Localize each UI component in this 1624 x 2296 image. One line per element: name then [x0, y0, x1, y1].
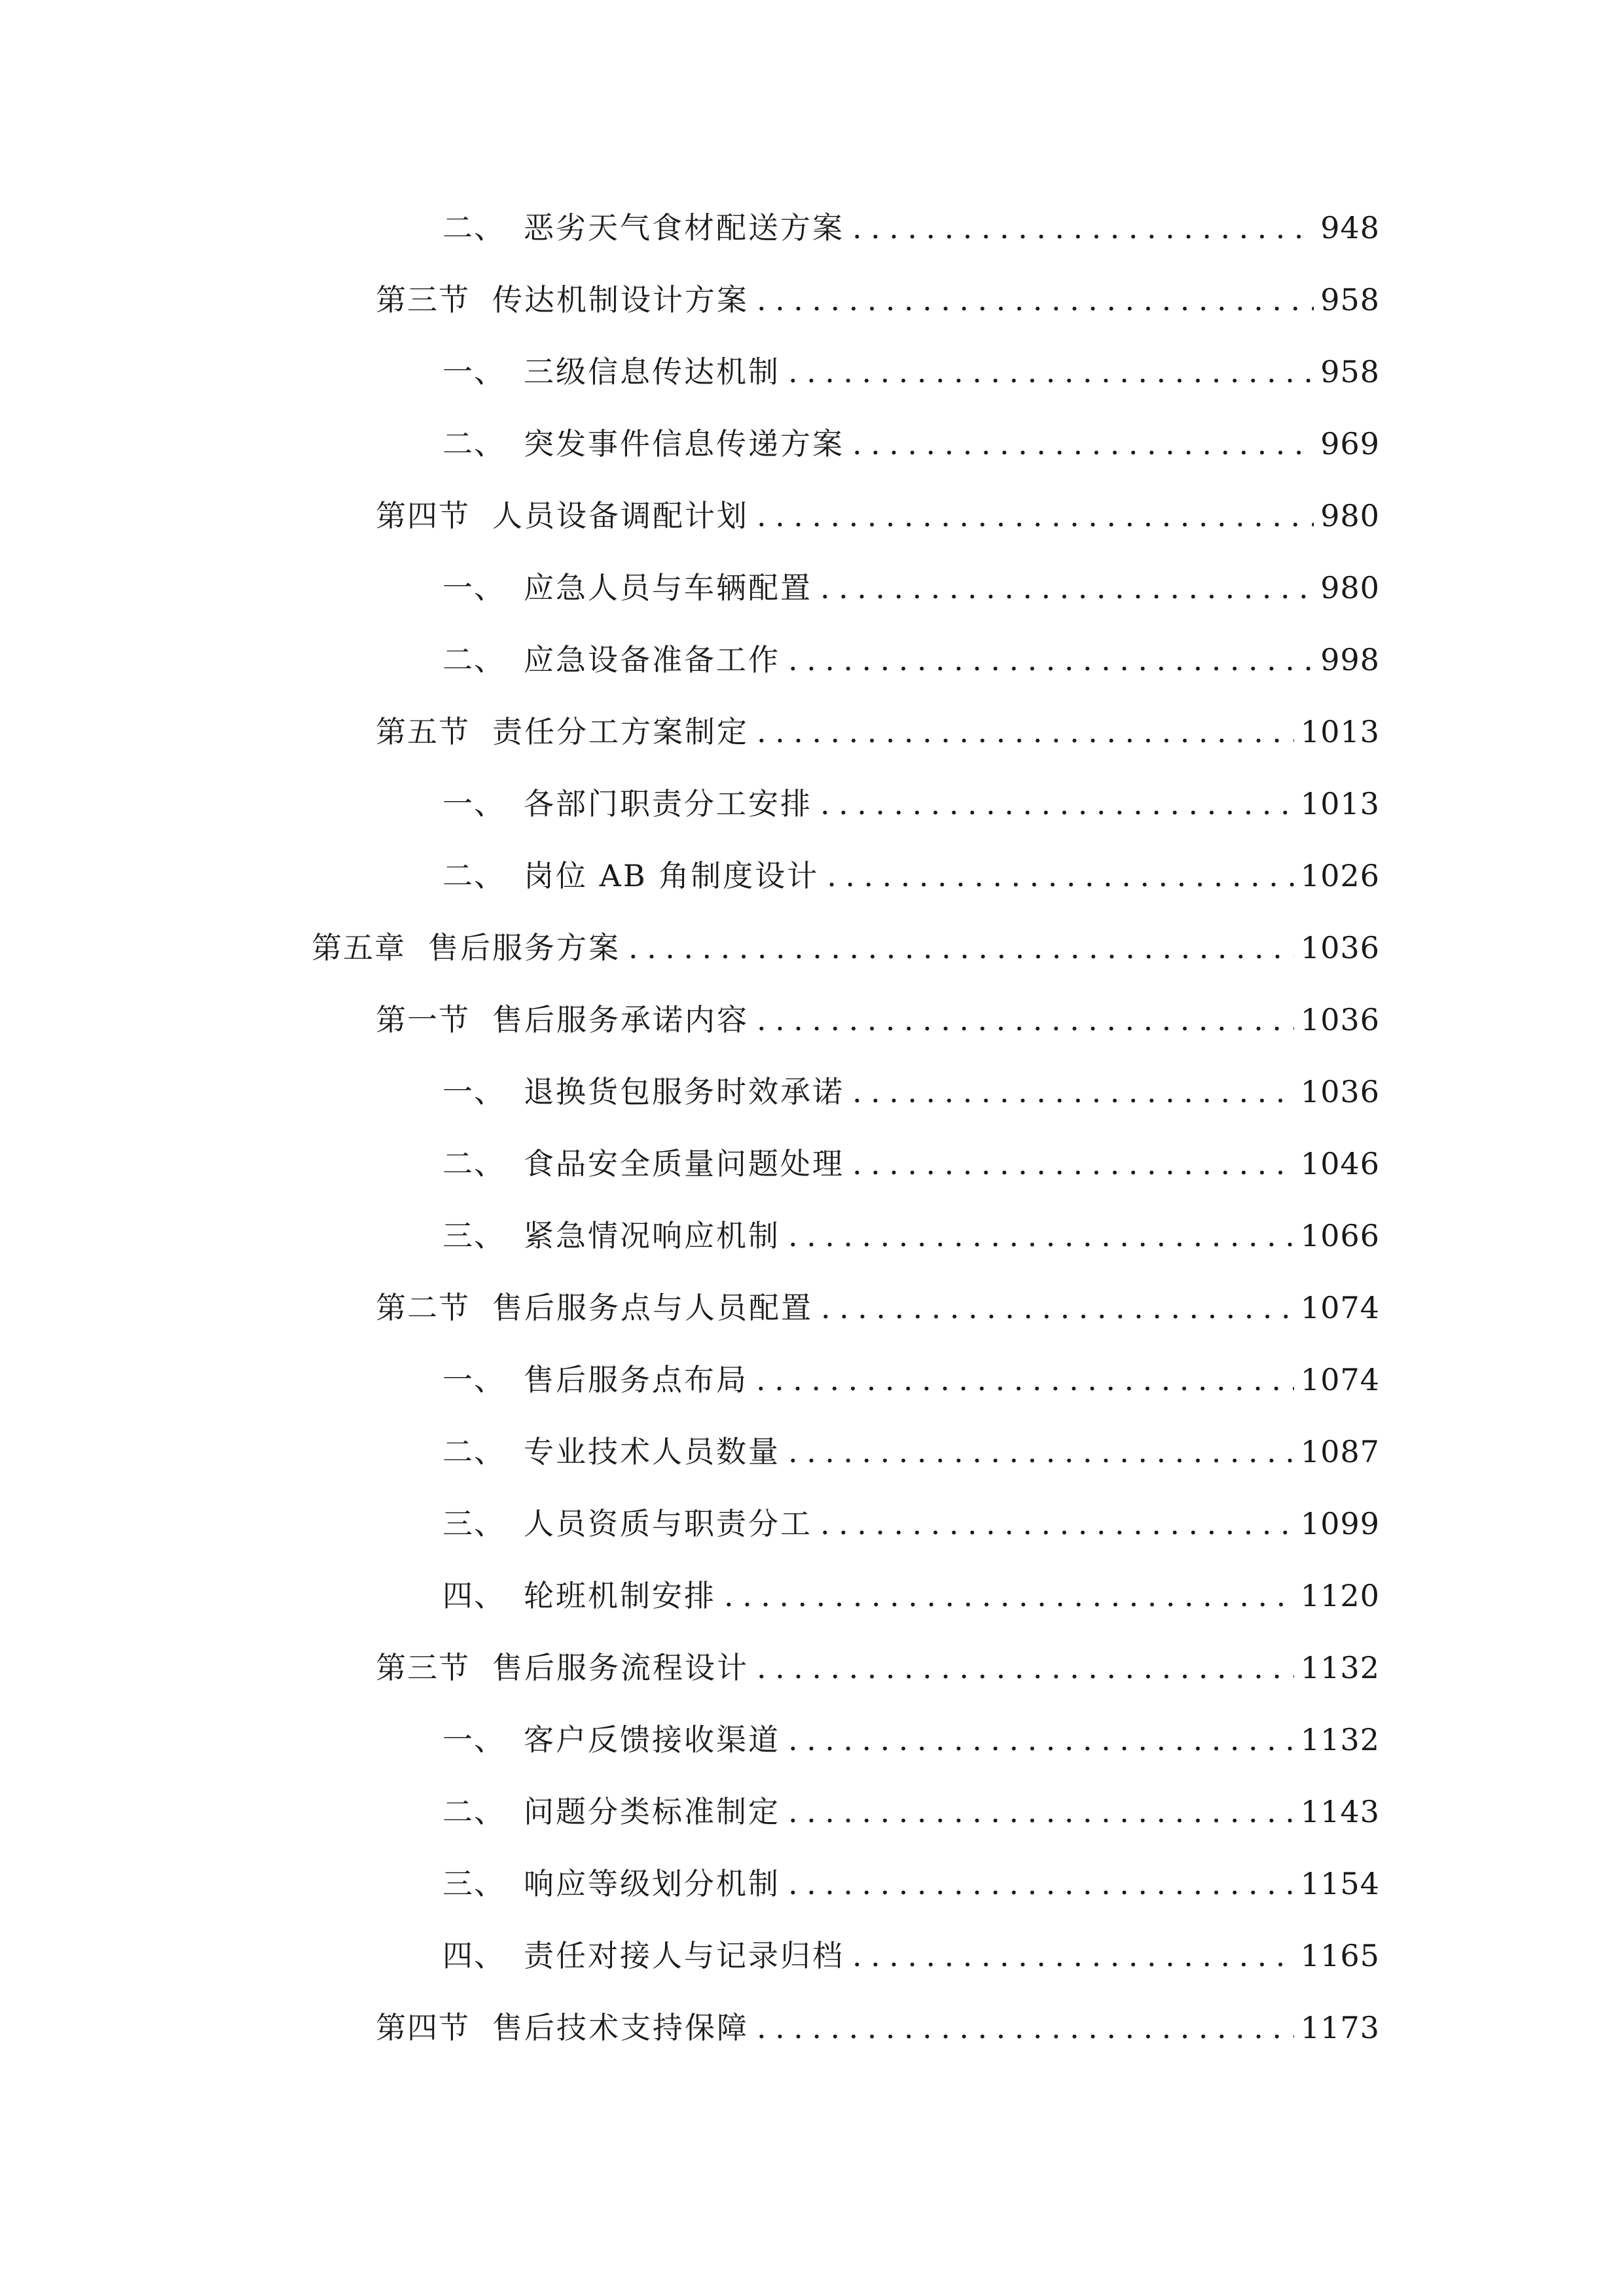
- toc-dot-leader: [757, 1641, 1294, 1694]
- toc-entry[interactable]: [442, 418, 1380, 470]
- toc-entry[interactable]: [376, 490, 1380, 542]
- toc-dot-leader: [788, 1713, 1294, 1766]
- toc-entry-page: 1074: [1300, 1290, 1380, 1325]
- toc-entry-number: 三、: [442, 1218, 505, 1253]
- toc-entry[interactable]: [442, 1426, 1380, 1478]
- toc-entry-title: 客户反馈接收渠道: [524, 1722, 780, 1757]
- toc-entry[interactable]: [376, 2001, 1380, 2054]
- toc-entry-title: 专业技术人员数量: [524, 1434, 780, 1469]
- toc-entry-page: 1013: [1300, 714, 1380, 749]
- toc-entry[interactable]: [442, 634, 1380, 686]
- toc-entry-number: 一、: [442, 1362, 505, 1397]
- toc-dot-leader: [852, 1138, 1294, 1190]
- toc-dot-leader: [788, 1210, 1294, 1262]
- toc-entry-page: 980: [1320, 570, 1380, 605]
- toc-entry-number: 二、: [442, 1794, 505, 1829]
- toc-entry[interactable]: [442, 346, 1380, 398]
- toc-entry-title: 人员资质与职责分工: [524, 1506, 812, 1541]
- toc-dot-leader: [788, 1426, 1294, 1478]
- toc-entry[interactable]: [442, 1138, 1380, 1190]
- toc-entry-title: 退换货包服务时效承诺: [524, 1074, 844, 1109]
- toc-entry-title: 责任对接人与记录归档: [524, 1938, 844, 1973]
- toc-entry-title: 售后服务点布局: [524, 1362, 748, 1397]
- toc-entry-title: 售后服务方案: [428, 930, 621, 965]
- toc-entry-page: 1026: [1300, 858, 1380, 893]
- toc-entry-number: 第三节: [376, 282, 470, 317]
- toc-entry-page: 1143: [1300, 1794, 1380, 1829]
- toc-dot-leader: [852, 418, 1314, 470]
- toc-dot-leader: [820, 778, 1294, 830]
- toc-entry-title: 食品安全质量问题处理: [524, 1146, 844, 1181]
- toc-entry[interactable]: [442, 1498, 1380, 1550]
- toc-entry-number: 第五章: [312, 930, 406, 965]
- toc-entry-page: 1036: [1300, 1002, 1380, 1037]
- toc-entry-number: 二、: [442, 210, 505, 245]
- toc-entry-number: 三、: [442, 1866, 505, 1901]
- toc-entry-number: 第二节: [376, 1290, 470, 1325]
- toc-entry-page: 958: [1320, 282, 1380, 317]
- toc-dot-leader: [821, 1282, 1294, 1334]
- toc-dot-leader: [756, 1354, 1294, 1406]
- toc-dot-leader: [788, 1785, 1294, 1838]
- toc-entry[interactable]: [312, 922, 1380, 974]
- toc-entry-number: 第五节: [376, 714, 470, 749]
- toc-entry-number: 一、: [442, 570, 505, 605]
- toc-dot-leader: [788, 346, 1314, 398]
- toc-entry-title: 岗位 AB 角制度设计: [524, 858, 820, 893]
- toc-entry-page: 1036: [1300, 1074, 1380, 1109]
- toc-entry[interactable]: [442, 562, 1380, 614]
- toc-dot-leader: [820, 562, 1314, 614]
- toc-dot-leader: [852, 202, 1314, 254]
- toc-entry-page: 1066: [1300, 1218, 1380, 1253]
- toc-entry-page: 1074: [1300, 1362, 1380, 1397]
- toc-entry-title: 售后技术支持保障: [492, 2010, 749, 2045]
- toc-entry-title: 轮班机制安排: [524, 1578, 716, 1613]
- toc-entry-title: 响应等级划分机制: [524, 1866, 780, 1901]
- toc-entry-number: 第四节: [376, 498, 470, 533]
- toc-entry-number: 一、: [442, 354, 505, 389]
- toc-dot-leader: [757, 994, 1294, 1046]
- toc-entry-number: 二、: [442, 1434, 505, 1469]
- toc-entry-number: 三、: [442, 1506, 505, 1541]
- toc-dot-leader: [788, 634, 1314, 686]
- toc-entry[interactable]: [442, 778, 1380, 830]
- toc-entry[interactable]: [376, 706, 1380, 758]
- toc-entry[interactable]: [442, 1785, 1380, 1838]
- toc-entry-number: 四、: [442, 1938, 505, 1973]
- toc-entry[interactable]: [376, 994, 1380, 1046]
- toc-entry-title: 售后服务承诺内容: [492, 1002, 749, 1037]
- toc-entry-page: 1087: [1300, 1434, 1380, 1469]
- toc-entry-page: 1154: [1300, 1866, 1380, 1901]
- toc-dot-leader: [724, 1570, 1294, 1622]
- toc-entry-number: 一、: [442, 786, 505, 821]
- toc-entry-number: 四、: [442, 1578, 505, 1613]
- toc-entry-title: 责任分工方案制定: [492, 714, 749, 749]
- toc-entry-number: 二、: [442, 642, 505, 677]
- toc-entry-title: 三级信息传达机制: [524, 354, 780, 389]
- toc-dot-leader: [852, 1066, 1294, 1118]
- toc-entry[interactable]: [442, 1210, 1380, 1262]
- toc-entry-title: 传达机制设计方案: [492, 282, 749, 317]
- toc-entry-title: 售后服务流程设计: [492, 1650, 749, 1685]
- toc-entry[interactable]: [442, 1066, 1380, 1118]
- toc-entry-number: 二、: [442, 426, 505, 461]
- toc-entry-page: 958: [1320, 354, 1380, 389]
- toc-entry-title: 售后服务点与人员配置: [492, 1290, 813, 1325]
- toc-entry-number: 二、: [442, 858, 505, 893]
- toc-entry-number: 一、: [442, 1074, 505, 1109]
- toc-dot-leader: [827, 850, 1294, 902]
- toc-entry-page: 1132: [1300, 1650, 1380, 1685]
- toc-entry-number: 二、: [442, 1146, 505, 1181]
- toc-entry[interactable]: [442, 1713, 1380, 1766]
- toc-entry-title: 恶劣天气食材配送方案: [524, 210, 844, 245]
- toc-dot-leader: [852, 1929, 1294, 1982]
- toc-dot-leader: [757, 490, 1314, 542]
- toc-entry[interactable]: [442, 1570, 1380, 1622]
- toc-entry[interactable]: [442, 1929, 1380, 1982]
- toc-entry-page: 1173: [1300, 2010, 1380, 2045]
- toc-entry-page: 1165: [1300, 1938, 1380, 1973]
- toc-entry[interactable]: [376, 1641, 1380, 1694]
- toc-entry[interactable]: [442, 850, 1380, 902]
- toc-dot-leader: [757, 274, 1314, 326]
- toc-entry-title: 突发事件信息传递方案: [524, 426, 844, 461]
- toc-dot-leader: [757, 2001, 1294, 2054]
- toc-entry-number: 第三节: [376, 1650, 470, 1685]
- toc-entry-page: 998: [1320, 642, 1380, 677]
- toc-entry-page: 969: [1320, 426, 1380, 461]
- toc-dot-leader: [757, 706, 1294, 758]
- toc-entry-number: 一、: [442, 1722, 505, 1757]
- toc-entry-page: 1046: [1300, 1146, 1380, 1181]
- toc-entry-title: 应急人员与车辆配置: [524, 570, 812, 605]
- toc-entry-page: 1120: [1300, 1578, 1380, 1613]
- toc-entry[interactable]: [442, 202, 1380, 254]
- toc-dot-leader: [788, 1857, 1294, 1910]
- toc-entry-page: 1099: [1300, 1506, 1380, 1541]
- toc-entry-title: 人员设备调配计划: [492, 498, 749, 533]
- toc-entry-number: 第一节: [376, 1002, 470, 1037]
- toc-entry[interactable]: [442, 1354, 1380, 1406]
- toc-dot-leader: [628, 922, 1294, 974]
- toc-entry-page: 980: [1320, 498, 1380, 533]
- toc-entry[interactable]: [376, 1282, 1380, 1334]
- toc-entry-title: 应急设备准备工作: [524, 642, 780, 677]
- toc-entry-page: 1013: [1300, 786, 1380, 821]
- toc-entry-page: 1132: [1300, 1722, 1380, 1757]
- toc-entry[interactable]: [442, 1857, 1380, 1910]
- toc-entry-page: 948: [1320, 210, 1380, 245]
- toc-entry-title: 问题分类标准制定: [524, 1794, 780, 1829]
- toc-entry-title: 紧急情况响应机制: [524, 1218, 780, 1253]
- toc-dot-leader: [820, 1498, 1294, 1550]
- toc-entry-number: 第四节: [376, 2010, 470, 2045]
- toc-entry[interactable]: [376, 274, 1380, 326]
- toc-entry-page: 1036: [1300, 930, 1380, 965]
- toc-entry-title: 各部门职责分工安排: [524, 786, 812, 821]
